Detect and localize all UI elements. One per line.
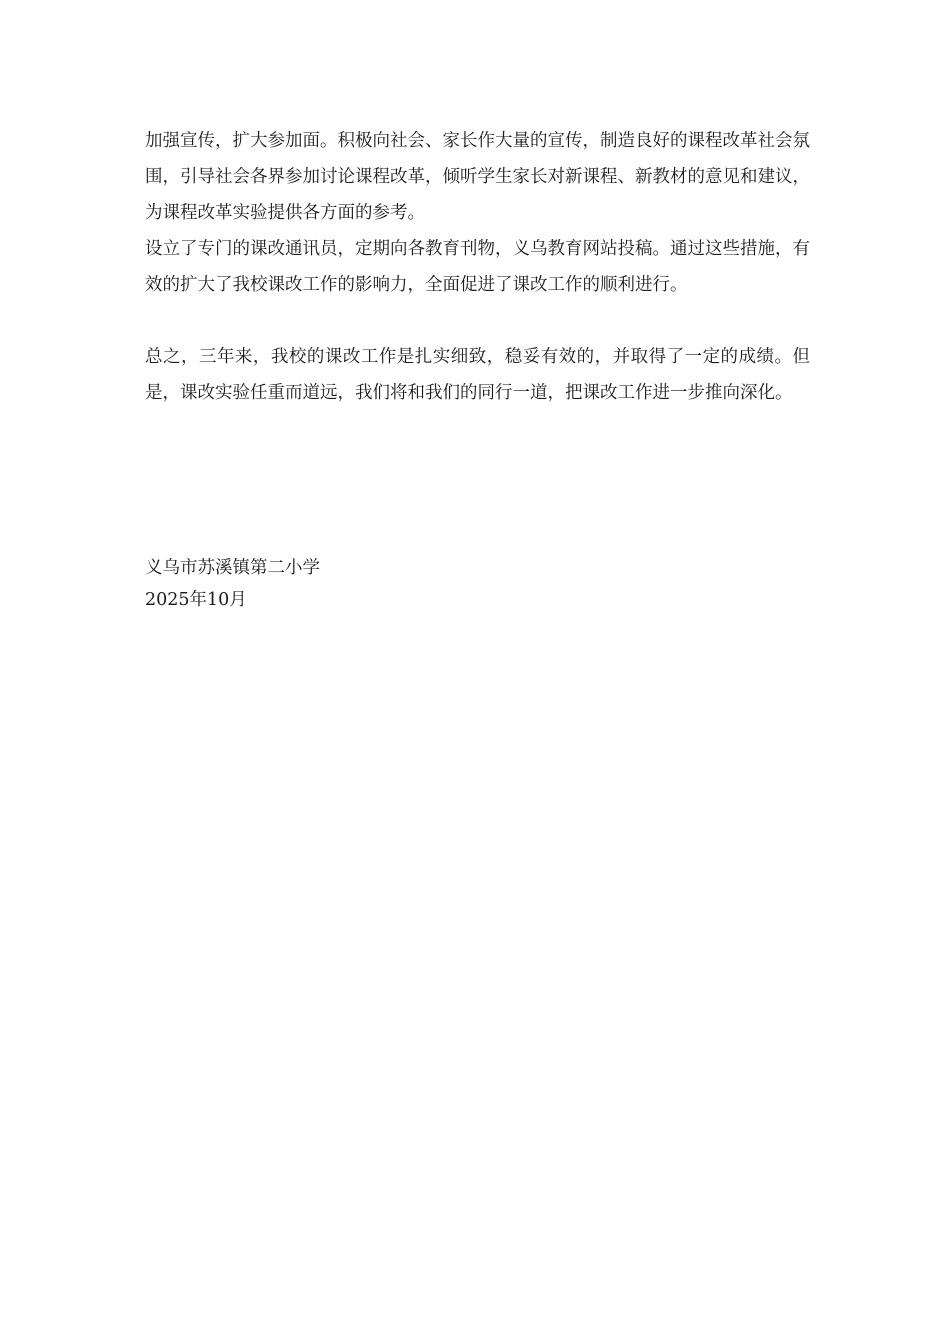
paragraph-conclusion: 总之，三年来，我校的课改工作是扎实细致，稳妥有效的，并取得了一定的成绩。但是，课改实验任重而道远，我们将和我们的同行一道，把课改工作进一步推向深化。 [145,347,810,403]
signature-date: 2025年10月 [145,590,247,610]
document-body [145,123,810,411]
paragraph-publicity: 加强宣传，扩大参加面。积极向社会、家长作大量的宣传，制造良好的课程改革社会氛围，引导社会各界参加讨论课程改革，倾听学生家长对新课程、新教材的意见和建议，为课程改革实验提供各方面的参考。 [145,131,810,223]
paragraph-correspondent: 设立了专门的课改通讯员，定期向各教育刊物，义乌教育网站投稿。通过这些措施，有效的扩大了我校课改工作的影响力，全面促进了课改工作的顺利进行。 [145,239,810,295]
paragraph-spacer [145,303,810,339]
signature-organization: 义乌市苏溪镇第二小学 [145,558,320,578]
signature-block [145,552,320,616]
